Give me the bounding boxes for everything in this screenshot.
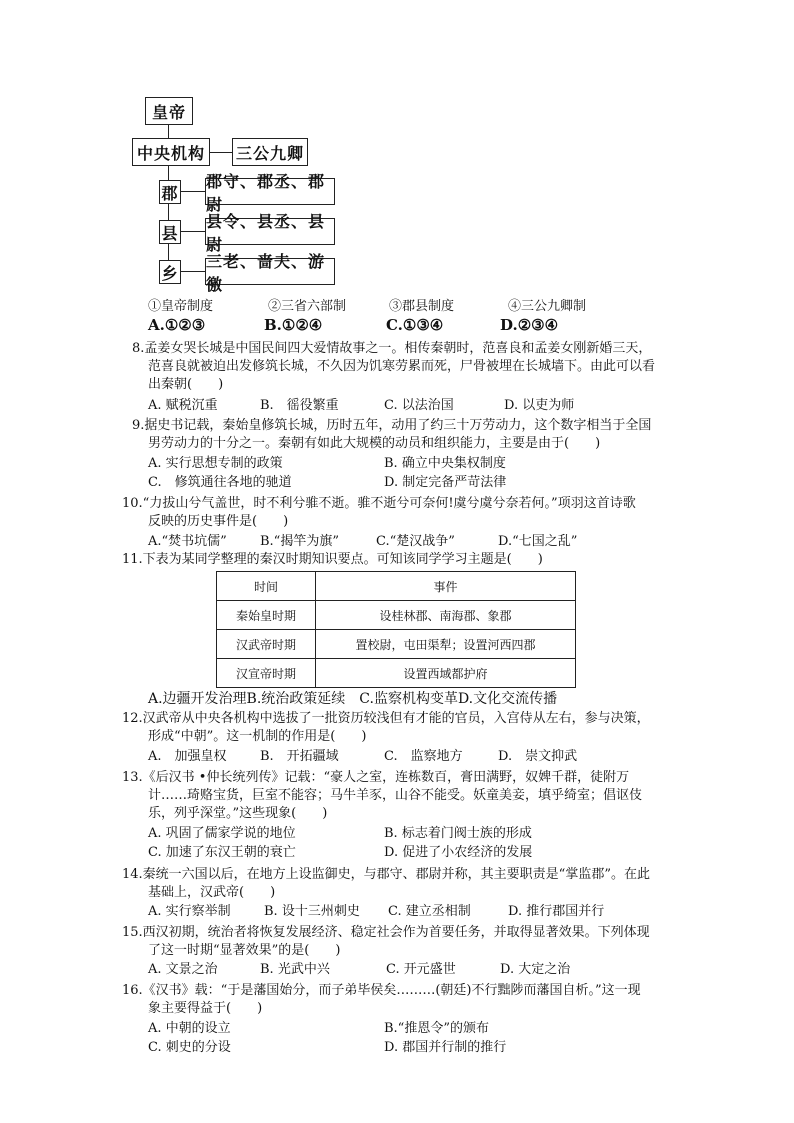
q15-option-d[interactable]: D. 大定之治 [500, 962, 571, 977]
q14-stem-line-1: 14.秦统一六国以后，在地方上设监御史，与郡守、郡尉并称，其主要职责是“掌监郡”。在此 [122, 867, 650, 882]
q11-stem: 11.下表为某同学整理的秦汉时期知识要点。可知该同学学习主题是( ) [122, 552, 543, 567]
q13-option-b[interactable]: B. 标志着门阀士族的形成 [384, 826, 532, 841]
q10-option-a[interactable]: A.“焚书坑儒” [148, 534, 227, 549]
jun-box: 郡 [159, 180, 181, 204]
q13-option-d[interactable]: D. 促进了小农经济的发展 [384, 845, 533, 860]
table-row [217, 659, 576, 688]
emperor-box: 皇帝 [145, 97, 193, 125]
q13-stem-line-2: 计……琦赂宝货，巨室不能容；马牛羊豕，山谷不能受。妖童美妾，填乎绮室；倡讴伎 [148, 788, 643, 803]
q14-stem-line-2: 基础上，汉武帝( ) [148, 885, 276, 900]
connector-line [168, 204, 169, 220]
q7-item-4: ④三公九卿制 [508, 299, 587, 314]
table-row [217, 601, 576, 630]
q12-option-b[interactable]: B. 开拓疆域 [260, 749, 339, 764]
q14-option-a[interactable]: A. 实行察举制 [148, 904, 231, 919]
q12-stem-line-2: 形成“中朝”。这一机制的作用是( ) [148, 729, 367, 744]
table-cell: 置校尉，屯田渠犁；设置河西四郡 [316, 630, 576, 659]
q10-option-b[interactable]: B.“揭竿为旗” [260, 534, 339, 549]
q16-option-d[interactable]: D. 郡国并行制的推行 [384, 1040, 507, 1055]
q10-option-d[interactable]: D.“七国之乱” [498, 534, 578, 549]
connector-line [181, 271, 205, 272]
q7-item-2: ②三省六部制 [268, 299, 347, 314]
q7-option-b[interactable]: B.①②④ [264, 316, 323, 334]
q14-option-b[interactable]: B. 设十三州刺史 [264, 904, 360, 919]
sangong-box: 三公九卿 [232, 138, 308, 166]
central-box: 中央机构 [132, 138, 210, 166]
connector-line [168, 244, 169, 260]
q16-stem-line-1: 16.《汉书》载：“于是藩国始分，而子弟毕侯矣………(朝廷)不行黜陟而藩国自析。”这一现 [122, 983, 641, 998]
table-header-cell: 事件 [316, 572, 576, 601]
table-cell: 设桂林郡、南海郡、象郡 [316, 601, 576, 630]
q7-option-c[interactable]: C.①③④ [386, 316, 444, 334]
q12-stem-line-1: 12.汉武帝从中央各机构中选拔了一批资历较浅但有才能的官员，入宫侍从左右，参与决策， [122, 711, 650, 726]
q13-option-a[interactable]: A. 巩固了儒家学说的地位 [148, 826, 296, 841]
table-cell: 设置西域都护府 [316, 659, 576, 688]
q16-option-b[interactable]: B.“推恩令”的颁布 [384, 1021, 489, 1036]
q8-option-a[interactable]: A. 赋税沉重 [148, 398, 218, 413]
q7-item-1: ①皇帝制度 [148, 299, 214, 314]
q10-option-c[interactable]: C.“楚汉战争” [376, 534, 455, 549]
connector-line [168, 125, 169, 138]
connector-line [181, 231, 205, 232]
q7-option-a[interactable]: A.①②③ [148, 316, 206, 334]
q13-stem-line-3: 乐，列乎深堂。”这些现象( ) [148, 806, 328, 821]
table-cell: 秦始皇时期 [217, 601, 316, 630]
connector-line [181, 191, 205, 192]
xian-box: 县 [159, 220, 181, 244]
q15-stem-line-2: 了这一时期“显著效果”的是( ) [148, 943, 341, 958]
connector-line [210, 152, 232, 153]
q15-option-b[interactable]: B. 光武中兴 [260, 962, 330, 977]
q15-option-c[interactable]: C. 开元盛世 [386, 962, 456, 977]
q16-option-c[interactable]: C. 刺史的分设 [148, 1040, 231, 1055]
q7-option-d[interactable]: D.②③④ [500, 316, 559, 334]
q8-stem-line-2: 范喜良就被迫出发修筑长城，不久因为饥寒劳累而死，尸骨被埋在长城墙下。由此可以看 [148, 359, 656, 374]
q9-stem-line-1: 9.据史书记载，秦始皇修筑长城，历时五年，动用了约三十万劳动力，这个数字相当于全国 [132, 418, 652, 433]
q9-option-c[interactable]: C. 修筑通往各地的驰道 [148, 475, 292, 490]
jun-officials-box: 郡守、郡丞、郡尉 [205, 178, 335, 205]
q15-option-a[interactable]: A. 文景之治 [148, 962, 218, 977]
q15-stem-line-1: 15.西汉初期，统治者将恢复发展经济、稳定社会作为首要任务，并取得显著效果。下列体现 [122, 925, 650, 940]
q16-stem-line-2: 象主要得益于( ) [148, 1001, 263, 1016]
table-cell: 汉宣帝时期 [217, 659, 316, 688]
q12-option-a[interactable]: A. 加强皇权 [148, 749, 227, 764]
q8-stem-line-1: 8.孟姜女哭长城是中国民间四大爱情故事之一。相传秦朝时，范喜良和孟姜女刚新婚三天， [132, 341, 652, 356]
q8-stem-line-3: 出秦朝( ) [148, 377, 224, 392]
q9-option-d[interactable]: D. 制定完备严苛法律 [384, 475, 507, 490]
table-header-row [217, 572, 576, 601]
q12-option-d[interactable]: D. 崇文抑武 [498, 749, 578, 764]
table-header-cell: 时间 [217, 572, 316, 601]
q16-option-a[interactable]: A. 中朝的设立 [148, 1021, 231, 1036]
q14-option-c[interactable]: C. 建立丞相制 [388, 904, 471, 919]
connector-line [168, 166, 169, 180]
q10-stem-line-2: 反映的历史事件是( ) [148, 514, 289, 529]
table-row [217, 630, 576, 659]
q8-option-b[interactable]: B. 徭役繁重 [260, 398, 339, 413]
q9-option-a[interactable]: A. 实行思想专制的政策 [148, 456, 283, 471]
q12-option-c[interactable]: C. 监察地方 [384, 749, 463, 764]
xiang-box: 乡 [159, 260, 181, 284]
q9-option-b[interactable]: B. 确立中央集权制度 [384, 456, 506, 471]
q13-option-c[interactable]: C. 加速了东汉王朝的衰亡 [148, 845, 296, 860]
xiang-officials-box: 三老、啬夫、游徼 [205, 258, 335, 285]
q7-item-3: ③郡县制度 [389, 299, 455, 314]
q11-options[interactable]: A.边疆开发治理B.统治政策延续 C.监察机构变革D.文化交流传播 [148, 691, 558, 707]
knowledge-table [216, 571, 576, 688]
q14-option-d[interactable]: D. 推行郡国并行 [508, 904, 605, 919]
xian-officials-box: 县令、县丞、县尉 [205, 218, 335, 245]
table-cell: 汉武帝时期 [217, 630, 316, 659]
q9-stem-line-2: 男劳动力的十分之一。秦朝有如此大规模的动员和组织能力，主要是由于( ) [148, 436, 601, 451]
q10-stem-line-1: 10.“力拔山兮气盖世，时不利兮骓不逝。骓不逝兮可奈何!虞兮虞兮奈若何。”项羽这首诗歌 [122, 496, 636, 511]
q13-stem-line-1: 13.《后汉书 •仲长统列传》记载：“豪人之室，连栋数百，膏田满野，奴婢千群，徒附万 [122, 770, 630, 785]
q8-option-c[interactable]: C. 以法治国 [384, 398, 454, 413]
q8-option-d[interactable]: D. 以吏为师 [504, 398, 575, 413]
